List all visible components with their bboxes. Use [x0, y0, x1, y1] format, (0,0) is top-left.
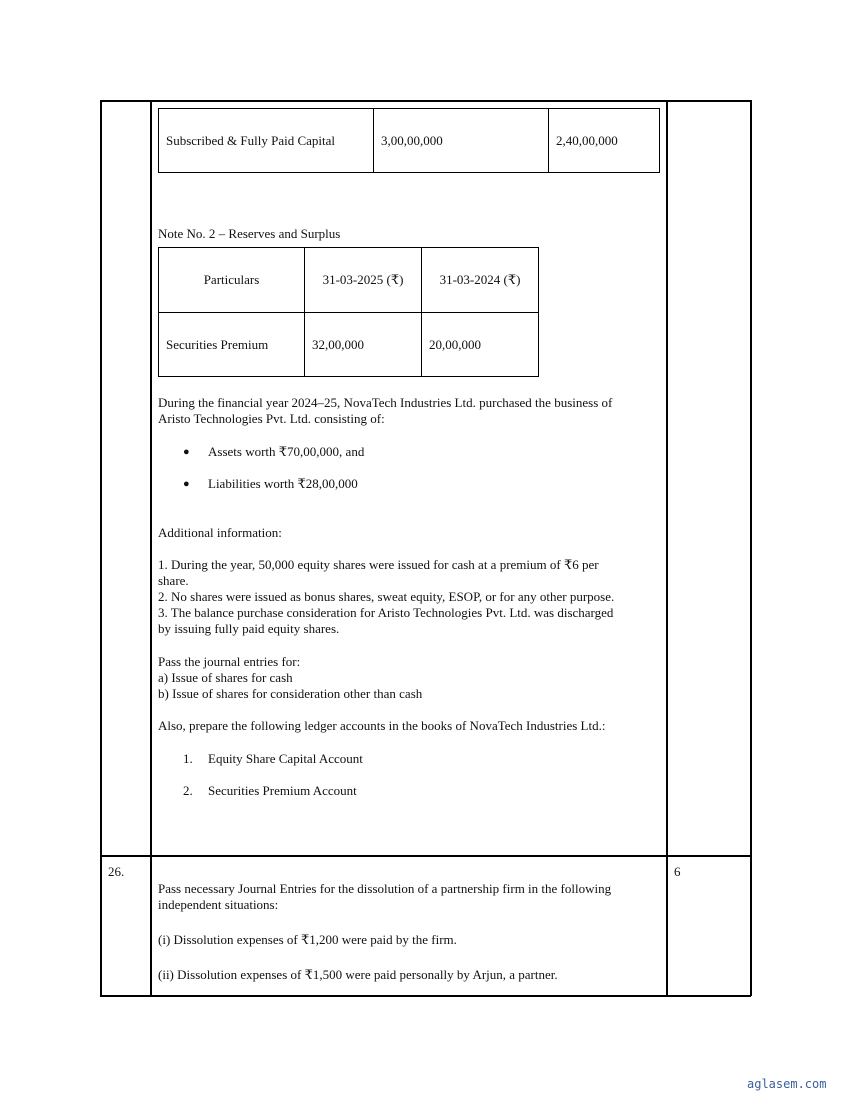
securities-premium-2024: 20,00,000	[422, 313, 539, 377]
capital-table	[158, 108, 660, 173]
securities-premium-label: Securities Premium	[159, 313, 305, 377]
info-1-line2: share.	[158, 573, 189, 588]
ledger-item-1: Equity Share Capital Account	[208, 751, 363, 766]
note2-heading: Note No. 2 – Reserves and Surplus	[158, 226, 341, 241]
q26-situation-2: (ii) Dissolution expenses of ₹1,500 were paid personally by Arjun, a partner.	[158, 967, 558, 982]
capital-particular-cell: Subscribed & Fully Paid Capital	[159, 109, 374, 173]
info-3-line1: 3. The balance purchase consideration for Aristo Technologies Pvt. Ltd. was discharged	[158, 605, 614, 620]
q26-situation-1: (i) Dissolution expenses of ₹1,200 were paid by the firm.	[158, 932, 457, 947]
q25-intro-line1: During the financial year 2024–25, NovaTech Industries Ltd. purchased the business of	[158, 395, 613, 410]
pass-entries-heading: Pass the journal entries for:	[158, 654, 301, 669]
table-header-row	[159, 248, 539, 313]
q26-intro-line2: independent situations:	[158, 897, 279, 912]
securities-premium-2025: 32,00,000	[305, 313, 422, 377]
col-divider-2	[666, 100, 668, 996]
capital-previous-year-cell: 2,40,00,000	[549, 109, 660, 173]
additional-info-heading: Additional information:	[158, 525, 282, 540]
table-row	[159, 109, 660, 173]
q26-intro-line1: Pass necessary Journal Entries for the dissolution of a partnership firm in the following	[158, 881, 612, 896]
capital-current-year-cell: 3,00,00,000	[374, 109, 549, 173]
bullet-assets: Assets worth ₹70,00,000, and	[208, 444, 365, 459]
pass-entry-a: a) Issue of shares for cash	[158, 670, 293, 685]
q26-number: 26.	[108, 864, 125, 879]
q25-intro-line2: Aristo Technologies Pvt. Ltd. consisting of:	[158, 411, 385, 426]
ledger-num-1: 1.	[183, 751, 193, 766]
col-divider-1	[150, 100, 152, 996]
footer-watermark: aglasem.com	[747, 1077, 827, 1091]
outer-bottom-border	[100, 995, 751, 997]
bullet-dot: ●	[183, 446, 190, 458]
header-2025: 31-03-2025 (₹)	[305, 248, 422, 313]
header-2024: 31-03-2024 (₹)	[422, 248, 539, 313]
info-1-line1: 1. During the year, 50,000 equity shares were issued for cash at a premium of ₹6 per	[158, 557, 599, 572]
reserves-table	[158, 247, 539, 377]
pass-entry-b: b) Issue of shares for consideration other than cash	[158, 686, 423, 701]
row-divider	[100, 855, 751, 857]
info-3-line2: by issuing fully paid equity shares.	[158, 621, 340, 636]
info-2: 2. No shares were issued as bonus shares, sweat equity, ESOP, or for any other purpose.	[158, 589, 615, 604]
bullet-dot: ●	[183, 478, 190, 490]
ledger-num-2: 2.	[183, 783, 193, 798]
table-row	[159, 313, 539, 377]
outer-top-border	[100, 100, 751, 102]
q26-marks: 6	[674, 864, 681, 879]
ledger-item-2: Securities Premium Account	[208, 783, 357, 798]
bullet-liabilities: Liabilities worth ₹28,00,000	[208, 476, 358, 491]
outer-right-border	[750, 100, 752, 996]
header-particulars: Particulars	[159, 248, 305, 313]
outer-left-border	[100, 100, 102, 996]
ledger-heading: Also, prepare the following ledger accounts in the books of NovaTech Industries Ltd.:	[158, 718, 606, 733]
